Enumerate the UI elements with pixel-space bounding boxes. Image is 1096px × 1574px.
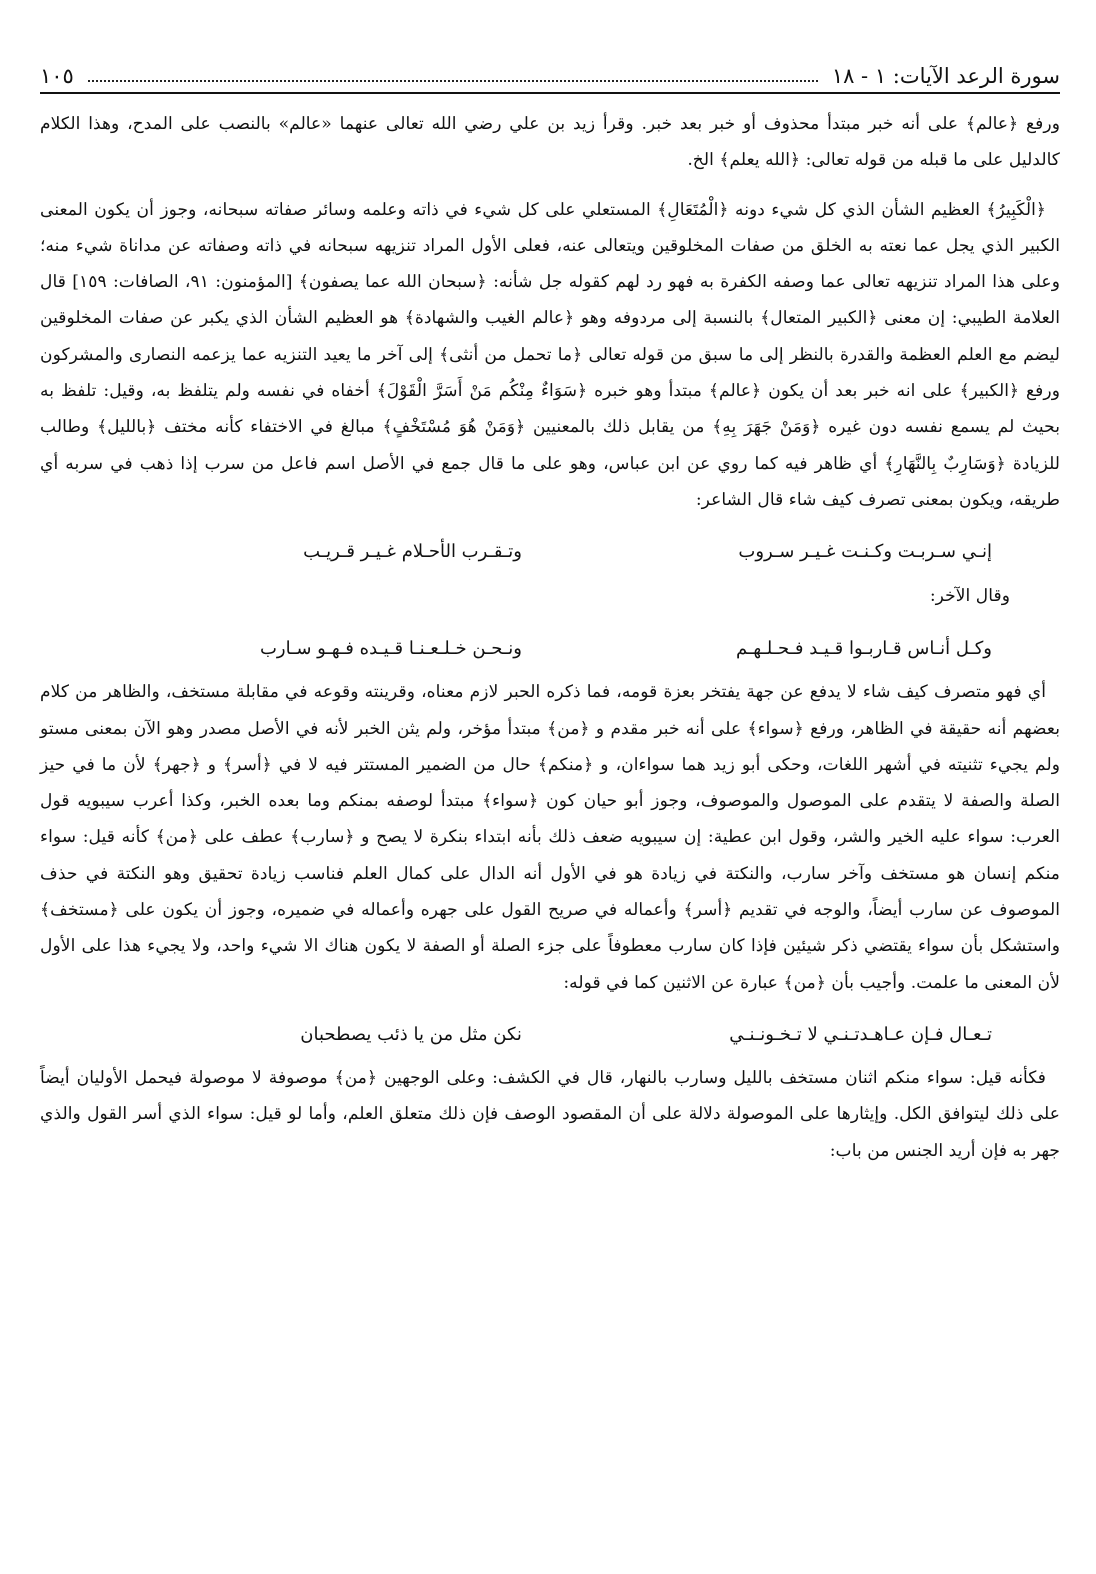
running-header-title: سورة الرعد الآيات: ١ - ١٨ <box>831 64 1060 88</box>
verse-first-hemistich: إنـي سـربـت وكـنـت غـيـر سـروب <box>738 541 992 563</box>
verse-second-hemistich: وتـقـرب الأحـلام غـيـر قـريـب <box>303 541 522 563</box>
verse-second-hemistich: ونـحـن خـلـعـنـا قـيـده فـهـو سـارب <box>259 638 522 660</box>
paragraph: ﴿الْكَبِيرُ﴾ العظيم الشأن الذي كل شيء دونه ﴿الْمُتَعَالِ﴾ المستعلي على كل شيء في ذاته وعلمه وسائر صفاته سبحانه، وجوز أن يكون المعنى الكبير الذي يجل عما نعته به الخلق من صفات المخلوقين ويتعالى عنه، فعلى الأول المراد تنزيهه سبحانه في ذاته وصفاته عن مداناة شيء منه؛ وعلى هذا المراد تنزيهه تعالى عما وصفه الكفرة به فهو رد لهم كقوله جل شأنه: ﴿سبحان الله عما يصفون﴾ [المؤمنون: ٩١، الصافات: ١٥٩] قال العلامة الطيبي: إن معنى ﴿الكبير المتعال﴾ بالنسبة إلى مردوفه وهو ﴿عالم الغيب والشهادة﴾ هو العظيم الشأن الذي يكبر عن صفات المخلوقين ليضم مع العلم العظمة والقدرة بالنظر إلى ما سبق من قوله تعالى ﴿ما تحمل من أنثى﴾ إلى آخر ما يعيد التنزيه عما يزعمه النصارى والمشركون ورفع ﴿الكبير﴾ على انه خبر بعد أن يكون ﴿عالم﴾ مبتدأ وهو خبره ﴿سَوَاءٌ مِنْكُم مَنْ أَسَرَّ الْقَوْلَ﴾ أخفاه في نفسه ولم يتلفظ به، وقيل: تلفظ به بحيث لم يسمع نفسه دون غيره ﴿وَمَنْ جَهَرَ بِهِ﴾ من يقابل ذلك بالمعنيين ﴿وَمَنْ هُوَ مُسْتَخْفٍ﴾ مبالغ في الاختفاء كأنه مختف ﴿بالليل﴾ وطالب للزيادة ﴿وَسَارِبٌ بِالنَّهَارِ﴾ أي ظاهر فيه كما روي عن ابن عباس، وهو على ما قال جمع في الأصل اسم فاعل من سرب إذا ذهب في سربه أي طريقه، ويكون بمعنى تصرف كيف شاء قال الشاعر: <box>40 199 1060 510</box>
header-rule <box>40 92 1060 94</box>
running-header <box>40 46 1060 90</box>
poetry-verse <box>40 531 1060 573</box>
poetry-verse <box>40 1014 1060 1056</box>
verse-first-hemistich: وكـل أنـاس قـاربـوا قـيـد فـحـلـهـم <box>735 638 992 660</box>
header-dotted-leader <box>88 79 818 82</box>
paragraph: ورفع ﴿عالم﴾ على أنه خبر مبتدأ محذوف أو خبر بعد خبر. وقرأ زيد بن علي رضي الله تعالى عنهما «عالم» بالنصب على المدح، وهذا الكلام كالدليل على ما قبله من قوله تعالى: ﴿الله يعلم﴾ الخ. <box>40 114 1060 171</box>
verse-second-hemistich: نكن مثل من يا ذئب يصطحبان <box>300 1023 522 1045</box>
paragraph: فكأنه قيل: سواء منكم اثنان مستخف بالليل وسارب بالنهار، قال في الكشف: وعلى الوجهين ﴿من﴾ موصوفة لا موصولة فيحمل الأوليان أيضاً على ذلك ليتوافق الكل. وإيثارها على الموصولة دلالة على أن المقصود الوصف فإن ذلك متعلق العلم، وأما لو قيل: سواء الذي أسر القول والذي جهر به فإن أريد الجنس من باب: <box>40 1067 1060 1161</box>
verse-intro-label: وقال الآخر: <box>929 586 1010 607</box>
page-number: ١٠٥ <box>40 64 74 88</box>
verse-first-hemistich: تـعـال فـإن عـاهـدتـنـي لا تـخـونـنـي <box>729 1023 992 1045</box>
poetry-verse <box>40 628 1060 670</box>
main-text <box>40 106 1060 1169</box>
paragraph: أي فهو متصرف كيف شاء لا يدفع عن جهة يفتخر بعزة قومه، فما ذكره الحبر لازم معناه، وقرينته وقوعه في مقابلة مستخف، والظاهر من كلام بعضهم أنه حقيقة في الظاهر، ورفع ﴿سواء﴾ على أنه خبر مقدم و ﴿من﴾ مبتدأ مؤخر، ولم يثن الخبر لأنه في الأصل مصدر وهو الآن بمعنى مستو ولم يجيء تثنيته في أشهر اللغات، وحكى أبو زيد هما سواءان، و ﴿منكم﴾ حال من الضمير المستتر فيه لا في ﴿أسر﴾ و ﴿جهر﴾ لأن ما في حيز الصلة والصفة لا يتقدم على الموصول والموصوف، وجوز أبو حيان كون ﴿سواء﴾ مبتدأ لوصفه بمنكم وما بعده الخبر، وكذا أعرب سيبويه قول العرب: سواء عليه الخير والشر، وقول ابن عطية: إن سيبويه ضعف ذلك بأنه ابتداء بنكرة لا يصح و ﴿سارب﴾ عطف على ﴿من﴾ كأنه قيل: سواء منكم إنسان هو مستخف وآخر سارب، والنكتة في زيادة هو في الأول أنه الدال على كمال العلم فناسب زيادة تحقيق وهو النكتة في حذف الموصوف عن سارب أيضاً، والوجه في تقديم ﴿أسر﴾ وأعماله في صريح القول على جهره وأعماله في ضميره، وجوز أن يكون على ﴿مستخف﴾ واستشكل بأن سواء يقتضي ذكر شيئين فإذا كان سارب معطوفاً على جزء الصلة أو الصفة لا يكون هناك الا شيء واحد، ولا يجيء هذا على الأول لأن المعنى ما علمت. وأجيب بأن ﴿من﴾ عبارة عن الاثنين كما في قوله: <box>40 682 1060 993</box>
